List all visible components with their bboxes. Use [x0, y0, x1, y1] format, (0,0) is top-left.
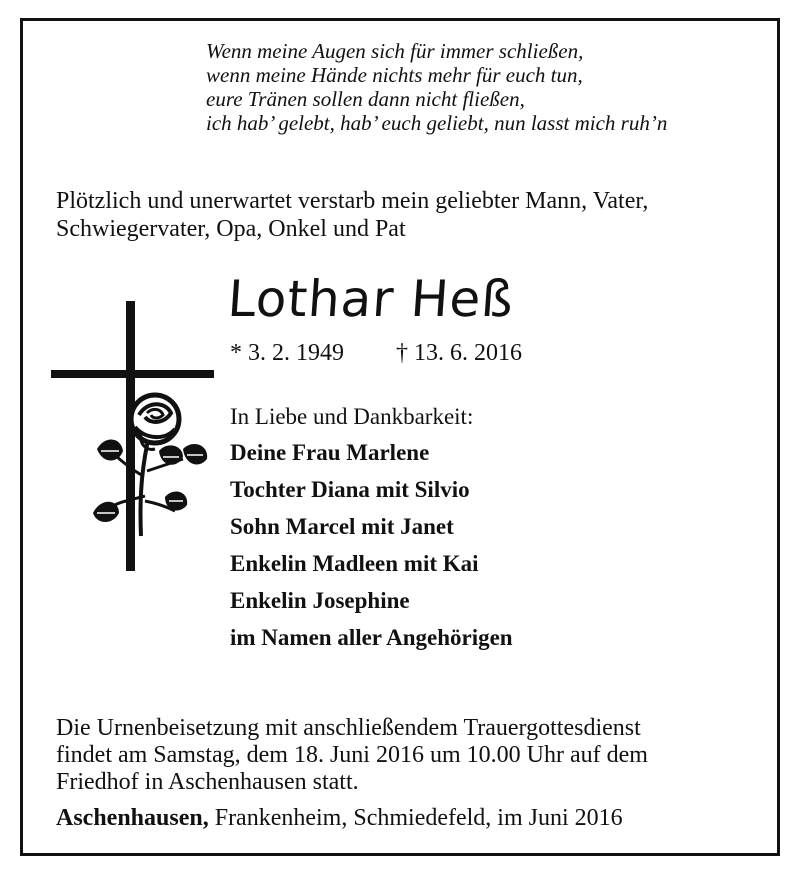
notice-line: findet am Samstag, dem 18. Juni 2016 um 10.00 Uhr auf dem — [56, 742, 648, 768]
mourner-item: Tochter Diana mit Silvio — [230, 477, 470, 502]
obituary-frame — [20, 18, 780, 856]
cross-with-rose-icon — [47, 301, 217, 576]
birth-date: * 3. 2. 1949 — [230, 340, 344, 366]
mourner-item: Deine Frau Marlene — [230, 440, 430, 465]
poem-line: eure Tränen sollen dann nicht fließen, — [206, 87, 525, 111]
mourner-item: Sohn Marcel mit Janet — [230, 514, 454, 539]
death-date: † 13. 6. 2016 — [396, 340, 522, 366]
poem-line: Wenn meine Augen sich für immer schließen, — [206, 39, 584, 63]
mourners-lead: In Liebe und Dankbarkeit: — [230, 404, 474, 429]
intro-line: Schwiegervater, Opa, Onkel und Pat — [56, 216, 406, 242]
mourner-item: Enkelin Madleen mit Kai — [230, 551, 479, 576]
intro-text — [56, 187, 756, 243]
closing-line — [56, 804, 623, 832]
mourner-item: Enkelin Josephine — [230, 588, 410, 613]
notice-line: Friedhof in Aschenhausen statt. — [56, 769, 359, 795]
intro-line: Plötzlich und unerwartet verstarb mein geliebter Mann, Vater, — [56, 188, 649, 214]
burial-notice — [56, 715, 753, 796]
poem — [206, 39, 766, 135]
mourners-list — [230, 403, 513, 656]
closing-rest: Frankenheim, Schmiedefeld, im Juni 2016 — [208, 805, 623, 831]
poem-line: ich hab’ gelebt, hab’ euch geliebt, nun lasst mich ruh’n — [206, 111, 668, 135]
deceased-name: Lothar Heß — [225, 270, 516, 328]
life-dates — [230, 339, 522, 367]
mourner-item: im Namen aller Angehörigen — [230, 625, 513, 650]
closing-place: Aschenhausen, — [56, 805, 209, 831]
poem-line: wenn meine Hände nichts mehr für euch tun, — [206, 63, 583, 87]
notice-line: Die Urnenbeisetzung mit anschließendem Trauergottesdienst — [56, 715, 641, 741]
